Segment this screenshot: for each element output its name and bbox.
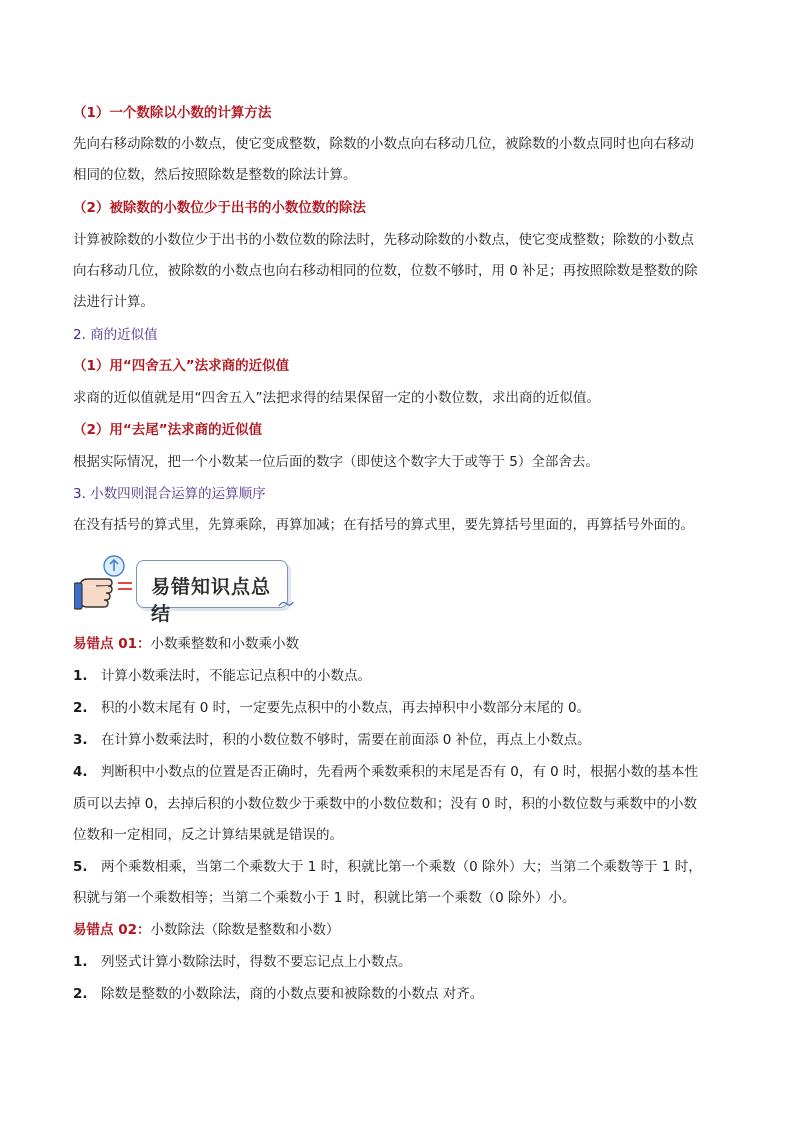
error1-item-4 [73, 762, 698, 782]
banner-title: 易错知识点总结 [151, 576, 272, 625]
section1-sub1-line-2: 相同的位数，然后按照除数是整数的除法计算。 [73, 167, 357, 183]
error1-item-2-num: 2. [73, 700, 88, 716]
error2-item-2-text: 除数是整数的小数除法，商的小数点要和被除数的小数点 对齐。 [101, 986, 484, 1002]
error1-item-3 [73, 730, 591, 750]
error1-item-5 [73, 857, 702, 877]
error2-label: 易错点 02： [73, 922, 151, 938]
section1-sub2-line-1: 计算被除数的小数位少于出书的小数位数的除法时，先移动除数的小数点，使它变成整数；除数的小数点 [73, 232, 694, 248]
error2-item-2 [73, 984, 483, 1004]
error2-item-2-num: 2. [73, 986, 88, 1002]
section3-line: 在没有括号的算式里，先算乘除，再算加减；在有括号的算式里，要先算括号里面的，再算括号外面的。 [73, 517, 694, 533]
error1-item-4-text-1: 判断积中小数点的位置是否正确时，先看两个乘数乘积的末尾是否有 0，有 0 时，根据小数的基本性 [101, 764, 699, 780]
error1-item-2 [73, 698, 590, 718]
error1-item-3-text: 在计算小数乘法时，积的小数位数不够时，需要在前面添 0 补位，再点上小数点。 [101, 732, 591, 748]
section3-title: 3. 小数四则混合运算的运算顺序 [73, 486, 266, 502]
error1-title: 小数乘整数和小数乘小数 [150, 636, 299, 652]
error2-heading [73, 920, 340, 940]
section2-sub1-line: 求商的近似值就是用“四舍五入”法把求得的结果保留一定的小数位数，求出商的近似值。 [73, 390, 600, 406]
error1-item-4-line-2: 质可以去掉 0，去掉后积的小数位数少于乘数中的小数位数和；没有 0 时，积的小数位数与乘数中的小数 [73, 796, 698, 812]
error-summary-banner [74, 553, 304, 625]
section1-sub2-line-2: 向右移动几位，被除数的小数点也向右移动相同的位数，位数不够时，用 0 补足；再按照除数是整数的除 [73, 263, 698, 279]
error2-item-1 [73, 952, 412, 972]
section1-sub1-line-1: 先向右移动除数的小数点，使它变成整数，除数的小数点向右移动几位，被除数的小数点同时也向右移动 [73, 136, 694, 152]
pointing-hand-icon [74, 553, 138, 615]
section1-sub2-line-3: 法进行计算。 [73, 294, 154, 310]
error1-item-1 [73, 666, 371, 686]
error1-item-5-line-2: 积就与第一个乘数相等；当第二个乘数小于 1 时，积就比第一个乘数（0 除外）小。 [73, 890, 576, 906]
error1-item-3-num: 3. [73, 732, 88, 748]
error1-item-5-num: 5. [73, 859, 88, 875]
error1-item-4-num: 4. [73, 764, 88, 780]
section2-sub2-title: （2）用“去尾”法求商的近似值 [73, 422, 263, 438]
error1-heading [73, 634, 299, 654]
error1-item-1-text: 计算小数乘法时，不能忘记点积中的小数点。 [101, 668, 371, 684]
error1-item-1-num: 1. [73, 668, 88, 684]
error1-label: 易错点 01： [73, 636, 151, 652]
error1-item-2-text: 积的小数末尾有 0 时，一定要先点积中的小数点，再去掉积中小数部分末尾的 0。 [101, 700, 591, 716]
section1-sub2-title: （2）被除数的小数位少于出书的小数位数的除法 [73, 200, 366, 216]
section2-sub2-line: 根据实际情况，把一个小数某一位后面的数字（即使这个数字大于或等于 5）全部舍去。 [73, 454, 599, 470]
banner-box [136, 560, 288, 625]
error2-title: 小数除法（除数是整数和小数） [150, 922, 340, 938]
section2-sub1-title: （1）用“四舍五入”法求商的近似值 [73, 358, 290, 374]
error1-item-5-text-1: 两个乘数相乘，当第二个乘数大于 1 时，积就比第一个乘数（0 除外）大；当第二个乘数等于 1 时， [101, 859, 702, 875]
swirl-decoration-icon [277, 598, 295, 610]
section2-title: 2. 商的近似值 [73, 327, 158, 343]
section1-sub1-title: （1）一个数除以小数的计算方法 [73, 105, 272, 121]
error2-item-1-num: 1. [73, 954, 88, 970]
error2-item-1-text: 列竖式计算小数除法时，得数不要忘记点上小数点。 [101, 954, 412, 970]
error1-item-4-line-3: 位数和一定相同，反之计算结果就是错误的。 [73, 827, 343, 843]
